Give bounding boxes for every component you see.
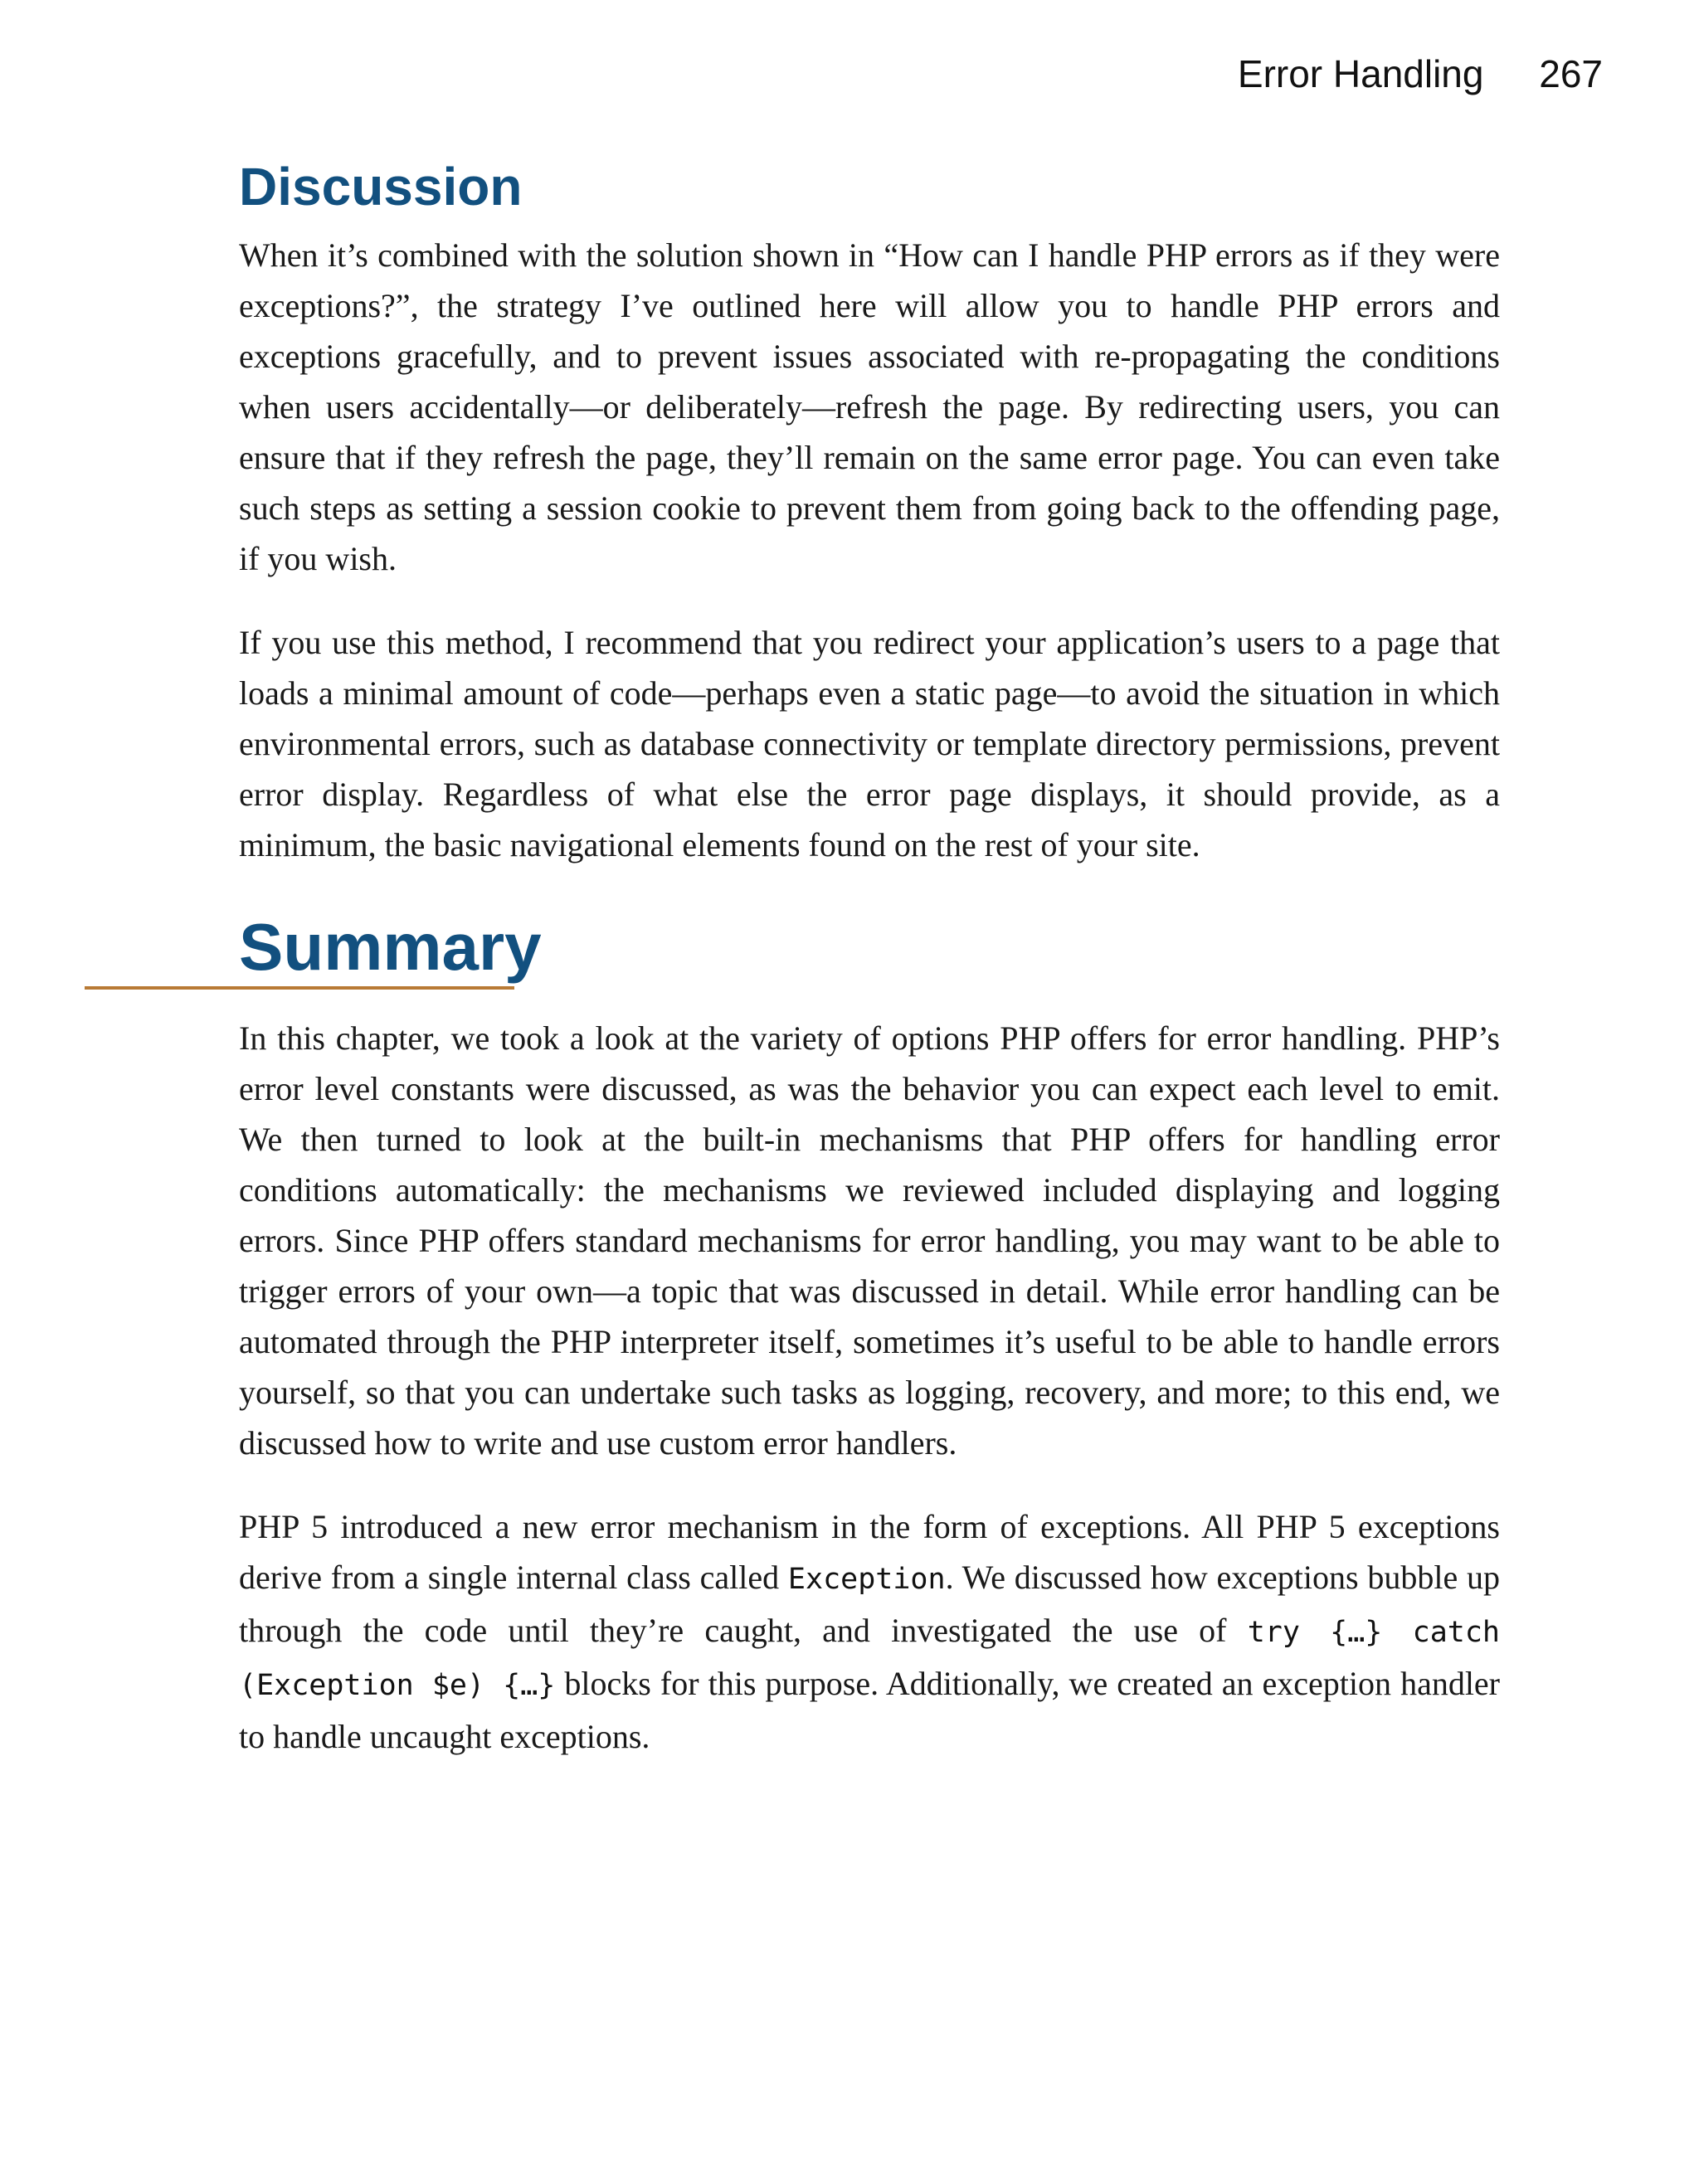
inline-code-exception: Exception	[787, 1563, 946, 1596]
chapter-title: Error Handling	[1237, 52, 1484, 95]
heading-rule	[85, 986, 514, 990]
discussion-paragraph-2: If you use this method, I recommend that you redirect your application’s users to a page that loads a minimal amount of code—perhaps even a static page—to avoid the situation in which environmental errors, such as database connectivity or template directory permissions, prevent error display. Regardless of what else the error page displays, it should provide, as a minimum, the basic navigational elements found on the rest of your site.	[239, 624, 1500, 863]
summary-heading: Summary	[239, 910, 542, 984]
discussion-heading: Discussion	[239, 157, 523, 216]
summary-paragraph-2-text-1: PHP 5 introduced a new error mechanism in the form of exceptions. All PHP 5 exceptions derive from a single internal class called	[239, 1508, 1500, 1596]
summary-paragraph-2	[239, 1501, 1500, 1762]
summary-paragraph-2-text-2: . We discussed how exceptions bubble up through the code until they’re caught, and investigated the use of	[239, 1559, 1501, 1649]
summary-paragraph-2-text-3: blocks for this purpose. Additionally, we created an exception handler to handle uncaught exceptions.	[239, 1665, 1501, 1755]
inline-code-try-catch: try {…} catch (Exception $e) {…}	[239, 1616, 1501, 1702]
discussion-paragraph-1: When it’s combined with the solution shown in “How can I handle PHP errors as if they were exceptions?”, the strategy I’ve outlined here will allow you to handle PHP errors and exceptions gracefully, and to prevent issues associated with re-propagating the conditions when users accidentally—or deliberately—refresh the page. By redirecting users, you can ensure that if they refresh the page, they’ll remain on the same error page. You can even take such steps as setting a session cookie to prevent them from going back to the offending page, if you wish.	[239, 236, 1500, 577]
summary-heading-block	[239, 907, 1500, 988]
summary-paragraph-1: In this chapter, we took a look at the variety of options PHP offers for error handling. PHP’s error level constants were discussed, as was the behavior you can expect each level to emit. We then turned to look at the built-in mechanisms that PHP offers for handling error conditions automatically: the mechanisms we reviewed included displaying and logging errors. Since PHP offers standard mechanisms for error handling, you may want to be able to trigger errors of your own—a topic that was discussed in detail. While error handling can be automated through the PHP interpreter itself, sometimes it’s useful to be able to handle errors yourself, so that you can undertake such tasks as logging, recovery, and more; to this end, we discussed how to write and use custom error handlers.	[239, 1019, 1500, 1462]
page-number: 267	[1539, 52, 1603, 95]
running-header	[1238, 51, 1603, 96]
page-content	[239, 153, 1500, 1795]
